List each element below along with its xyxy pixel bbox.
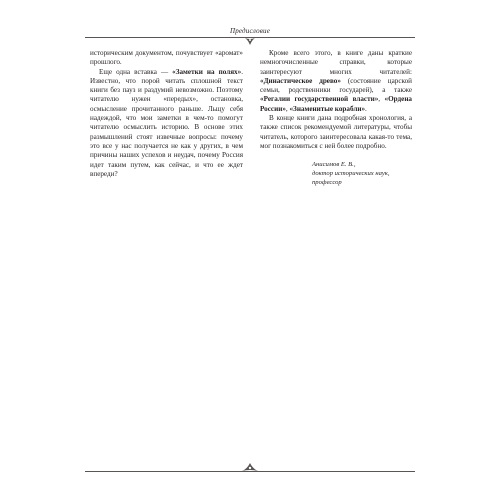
regalia-term: «Регалии государственной власти»	[260, 95, 379, 104]
running-header	[0, 27, 500, 35]
author-degree: доктор исторических наук,	[312, 170, 390, 178]
orders-term: «Ордена России»	[260, 95, 412, 113]
right-paragraph-2: В конце книги дана подробная хронология, а также список рекомендуемой литературы, чтобы читатель, которого заинтересовала какая-то тема, мог познакомиться с ней более подробно.	[260, 114, 412, 150]
left-column	[90, 49, 243, 179]
ships-term: «Знаменитые корабли»	[289, 104, 366, 113]
right-paragraph-1-end: .	[365, 104, 367, 113]
author-title: профессор	[312, 179, 342, 187]
right-paragraph-1-mid: (состояние царской семьи, родственники государей), а также	[260, 76, 412, 95]
right-column	[260, 49, 412, 187]
running-header-text: Предисловие	[226, 27, 274, 35]
dynastic-tree-term: «Династическое древо»	[260, 76, 341, 85]
author-name: Анисимов Е. В.,	[312, 161, 356, 169]
author-signature	[312, 160, 412, 187]
left-paragraph-2-body: . Известно, что порой читать сплошной текст книги без пауз и раздумий невозможно. Поэтому читателю нужен «передых», остановка, осмысление прочитанного раньше. Льщу себя надеждой, что мои заметки в чем-то помогут читателю осмыслить историю. В основе этих размышлений стоят извечные вопросы: почему это все у нас получается не как у других, в чем причины наших успехов и неудач, почему Россия идет таким путем, как сейчас, и что ее ждет впереди?	[90, 67, 243, 178]
margin-notes-term: «Заметки на полях»	[172, 67, 242, 76]
right-paragraph-1	[260, 49, 412, 114]
left-paragraph-2-lead: Еще одна вставка —	[99, 67, 173, 76]
left-paragraph-1: историческим документом, почувствует «аромат» прошлого.	[90, 49, 243, 67]
left-paragraph-2	[90, 68, 243, 180]
right-paragraph-1-lead: Кроме всего этого, в книге даны краткие немногочисленные справки, которые заинтересуют многих читателей:	[260, 49, 412, 76]
header-ornament-icon	[244, 37, 256, 46]
footer-rule	[85, 471, 415, 472]
separator-2: ,	[285, 104, 290, 113]
separator-1: ,	[378, 95, 385, 104]
